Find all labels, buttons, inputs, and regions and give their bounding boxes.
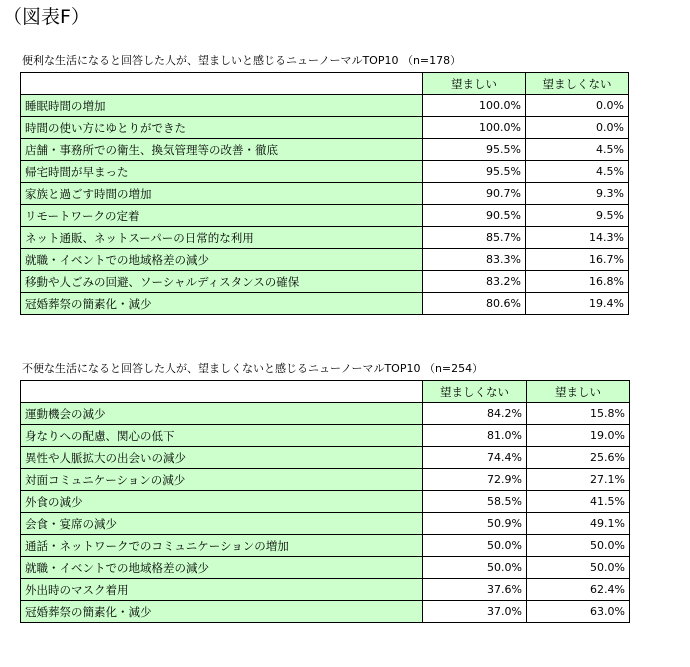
table-row [21,95,629,117]
table-row [21,249,629,271]
table2-header-col1: 望ましくない [423,381,527,403]
table-row [21,601,630,623]
row-value-col1: 81.0% [423,425,527,447]
row-value-col1: 37.0% [423,601,527,623]
row-value-col1: 95.5% [423,161,526,183]
row-value-col1: 83.2% [423,271,526,293]
table1-header-col2: 望ましくない [526,73,629,95]
row-label: 通話・ネットワークでのコミュニケーションの増加 [21,535,423,557]
row-label: 時間の使い方にゆとりができた [21,117,423,139]
row-value-col2: 15.8% [527,403,630,425]
row-value-col1: 80.6% [423,293,526,315]
row-value-col2: 0.0% [526,95,629,117]
table-row [21,513,630,535]
row-value-col2: 50.0% [527,557,630,579]
table-row [21,447,630,469]
row-value-col2: 9.5% [526,205,629,227]
row-value-col2: 9.3% [526,183,629,205]
row-value-col2: 4.5% [526,161,629,183]
table2-header-col2: 望ましい [527,381,630,403]
row-label: 冠婚葬祭の簡素化・減少 [21,601,423,623]
table-row [21,469,630,491]
row-value-col2: 16.7% [526,249,629,271]
row-label: リモートワークの定着 [21,205,423,227]
row-value-col1: 100.0% [423,117,526,139]
table-row [21,117,629,139]
row-value-col2: 49.1% [527,513,630,535]
row-value-col1: 84.2% [423,403,527,425]
table-row [21,491,630,513]
row-label: 異性や人脈拡大の出会いの減少 [21,447,423,469]
table2-caption: 不便な生活になると回答した人が、望ましくないと感じるニューノーマルTOP10 （n=254） [22,362,484,375]
row-value-col2: 4.5% [526,139,629,161]
table-row [21,403,630,425]
row-label: 移動や人ごみの回避、ソーシャルディスタンスの確保 [21,271,423,293]
row-value-col1: 50.0% [423,535,527,557]
row-value-col2: 63.0% [527,601,630,623]
table1 [20,72,629,315]
row-label: 外食の減少 [21,491,423,513]
row-value-col1: 74.4% [423,447,527,469]
row-value-col2: 16.8% [526,271,629,293]
row-label: 身なりへの配慮、関心の低下 [21,425,423,447]
row-label: 店舗・事務所での衛生、換気管理等の改善・徹底 [21,139,423,161]
row-value-col2: 27.1% [527,469,630,491]
table1-header-row [21,73,629,95]
row-value-col2: 0.0% [526,117,629,139]
row-value-col2: 14.3% [526,227,629,249]
table-row [21,227,629,249]
table1-caption: 便利な生活になると回答した人が、望ましいと感じるニューノーマルTOP10 （n=178） [22,54,462,67]
row-value-col2: 19.0% [527,425,630,447]
row-value-col1: 90.5% [423,205,526,227]
row-value-col1: 83.3% [423,249,526,271]
row-value-col2: 62.4% [527,579,630,601]
table-row [21,161,629,183]
table-row [21,579,630,601]
row-label: 就職・イベントでの地域格差の減少 [21,557,423,579]
row-label: 運動機会の減少 [21,403,423,425]
row-label: 家族と過ごす時間の増加 [21,183,423,205]
row-value-col2: 19.4% [526,293,629,315]
table-row [21,535,630,557]
row-value-col1: 100.0% [423,95,526,117]
table-row [21,293,629,315]
row-value-col2: 50.0% [527,535,630,557]
row-value-col1: 90.7% [423,183,526,205]
table-row [21,425,630,447]
row-value-col1: 95.5% [423,139,526,161]
row-value-col2: 41.5% [527,491,630,513]
table-row [21,139,629,161]
table-row [21,205,629,227]
row-value-col1: 58.5% [423,491,527,513]
figure-title: （図表F） [3,6,90,28]
row-label: 就職・イベントでの地域格差の減少 [21,249,423,271]
row-value-col2: 25.6% [527,447,630,469]
row-label: ネット通販、ネットスーパーの日常的な利用 [21,227,423,249]
row-value-col1: 50.9% [423,513,527,535]
row-label: 会食・宴席の減少 [21,513,423,535]
row-label: 睡眠時間の増加 [21,95,423,117]
table2-header-blank [21,381,423,403]
row-label: 外出時のマスク着用 [21,579,423,601]
table1-header-col1: 望ましい [423,73,526,95]
row-value-col1: 85.7% [423,227,526,249]
table2 [20,380,630,623]
table2-header-row [21,381,630,403]
table-row [21,271,629,293]
table-row [21,557,630,579]
row-label: 帰宅時間が早まった [21,161,423,183]
row-value-col1: 72.9% [423,469,527,491]
table-row [21,183,629,205]
row-label: 冠婚葬祭の簡素化・減少 [21,293,423,315]
row-value-col1: 50.0% [423,557,527,579]
row-value-col1: 37.6% [423,579,527,601]
table1-header-blank [21,73,423,95]
row-label: 対面コミュニケーションの減少 [21,469,423,491]
